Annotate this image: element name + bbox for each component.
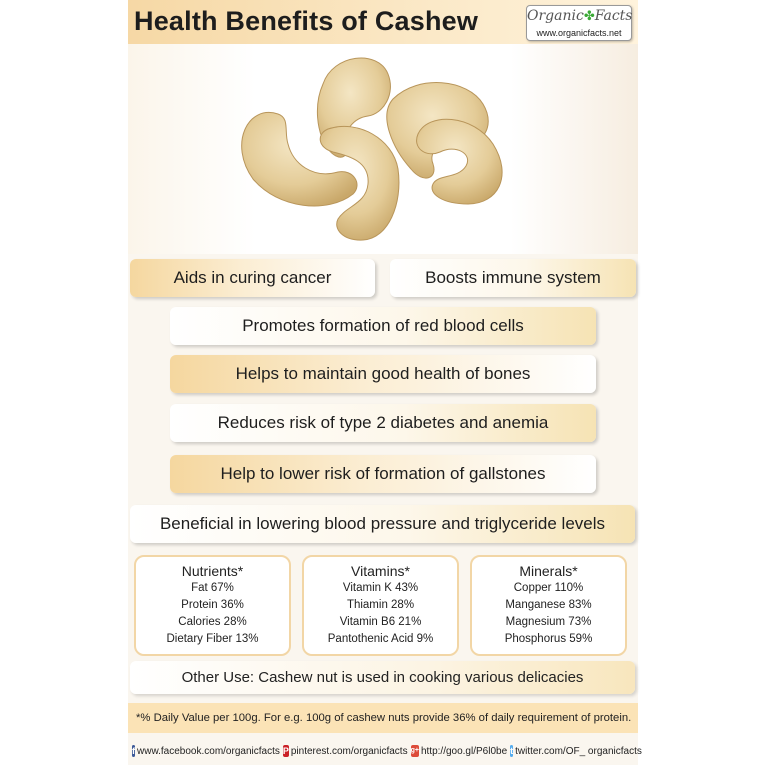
- mineral-item: Copper 110%: [513, 582, 584, 594]
- nutrient-item: Fat 67%: [191, 582, 234, 594]
- other-use: Other Use: Cashew nut is used in cooking various delicacies: [130, 661, 635, 694]
- vitamins-title: Vitamins*: [351, 563, 410, 579]
- mineral-item: Manganese 83%: [505, 599, 592, 611]
- facebook-link[interactable]: www.facebook.com/organicfacts: [137, 745, 280, 757]
- googleplus-link[interactable]: http://goo.gl/P6l0be: [420, 745, 508, 757]
- benefit-item: Aids in curing cancer: [130, 259, 375, 297]
- vitamin-item: Pantothenic Acid 9%: [327, 633, 434, 645]
- googleplus-icon[interactable]: g+: [411, 745, 419, 757]
- facebook-icon[interactable]: f: [132, 746, 135, 756]
- clover-icon: ✤: [583, 9, 595, 24]
- logo-url: www.organicfacts.net: [536, 28, 622, 38]
- mineral-item: Phosphorus 59%: [504, 633, 593, 645]
- nutrients-box: [134, 555, 291, 656]
- benefit-item: Reduces risk of type 2 diabetes and anemia: [170, 404, 596, 442]
- vitamin-item: Thiamin 28%: [346, 599, 415, 611]
- cashew-nuts-image: [128, 44, 638, 254]
- minerals-title: Minerals*: [519, 563, 578, 579]
- organicfacts-logo[interactable]: [526, 5, 632, 41]
- pinterest-link[interactable]: pinterest.com/organicfacts: [290, 745, 408, 757]
- footnote: *% Daily Value per 100g. For e.g. 100g of cashew nuts provide 36% of daily requirement of protein.: [128, 703, 638, 733]
- twitter-icon[interactable]: t: [510, 746, 514, 756]
- nutrient-item: Dietary Fiber 13%: [166, 633, 259, 645]
- vitamin-item: Vitamin B6 21%: [339, 616, 422, 628]
- cashew-photo: [128, 44, 638, 254]
- infographic: [128, 0, 642, 765]
- benefit-item: Promotes formation of red blood cells: [170, 307, 596, 345]
- page-title: Health Benefits of Cashew: [134, 6, 479, 36]
- header-bar: [128, 0, 638, 44]
- benefit-item: Helps to maintain good health of bones: [170, 355, 596, 393]
- nutrient-item: Calories 28%: [178, 616, 247, 628]
- benefit-item: Boosts immune system: [390, 259, 636, 297]
- logo-brand: Organic✤Facts: [527, 8, 633, 24]
- mineral-item: Magnesium 73%: [505, 616, 592, 628]
- pinterest-icon[interactable]: P: [282, 746, 289, 756]
- nutrient-item: Protein 36%: [181, 599, 244, 611]
- vitamins-box: [302, 555, 459, 656]
- twitter-link[interactable]: twitter.com/OF_ organicfacts: [515, 745, 642, 757]
- minerals-box: [470, 555, 627, 656]
- social-links: [132, 742, 642, 760]
- benefit-item: Beneficial in lowering blood pressure and triglyceride levels: [130, 505, 635, 543]
- nutrients-title: Nutrients*: [181, 563, 244, 579]
- benefit-item: Help to lower risk of formation of gallstones: [170, 455, 596, 493]
- vitamin-item: Vitamin K 43%: [342, 582, 419, 594]
